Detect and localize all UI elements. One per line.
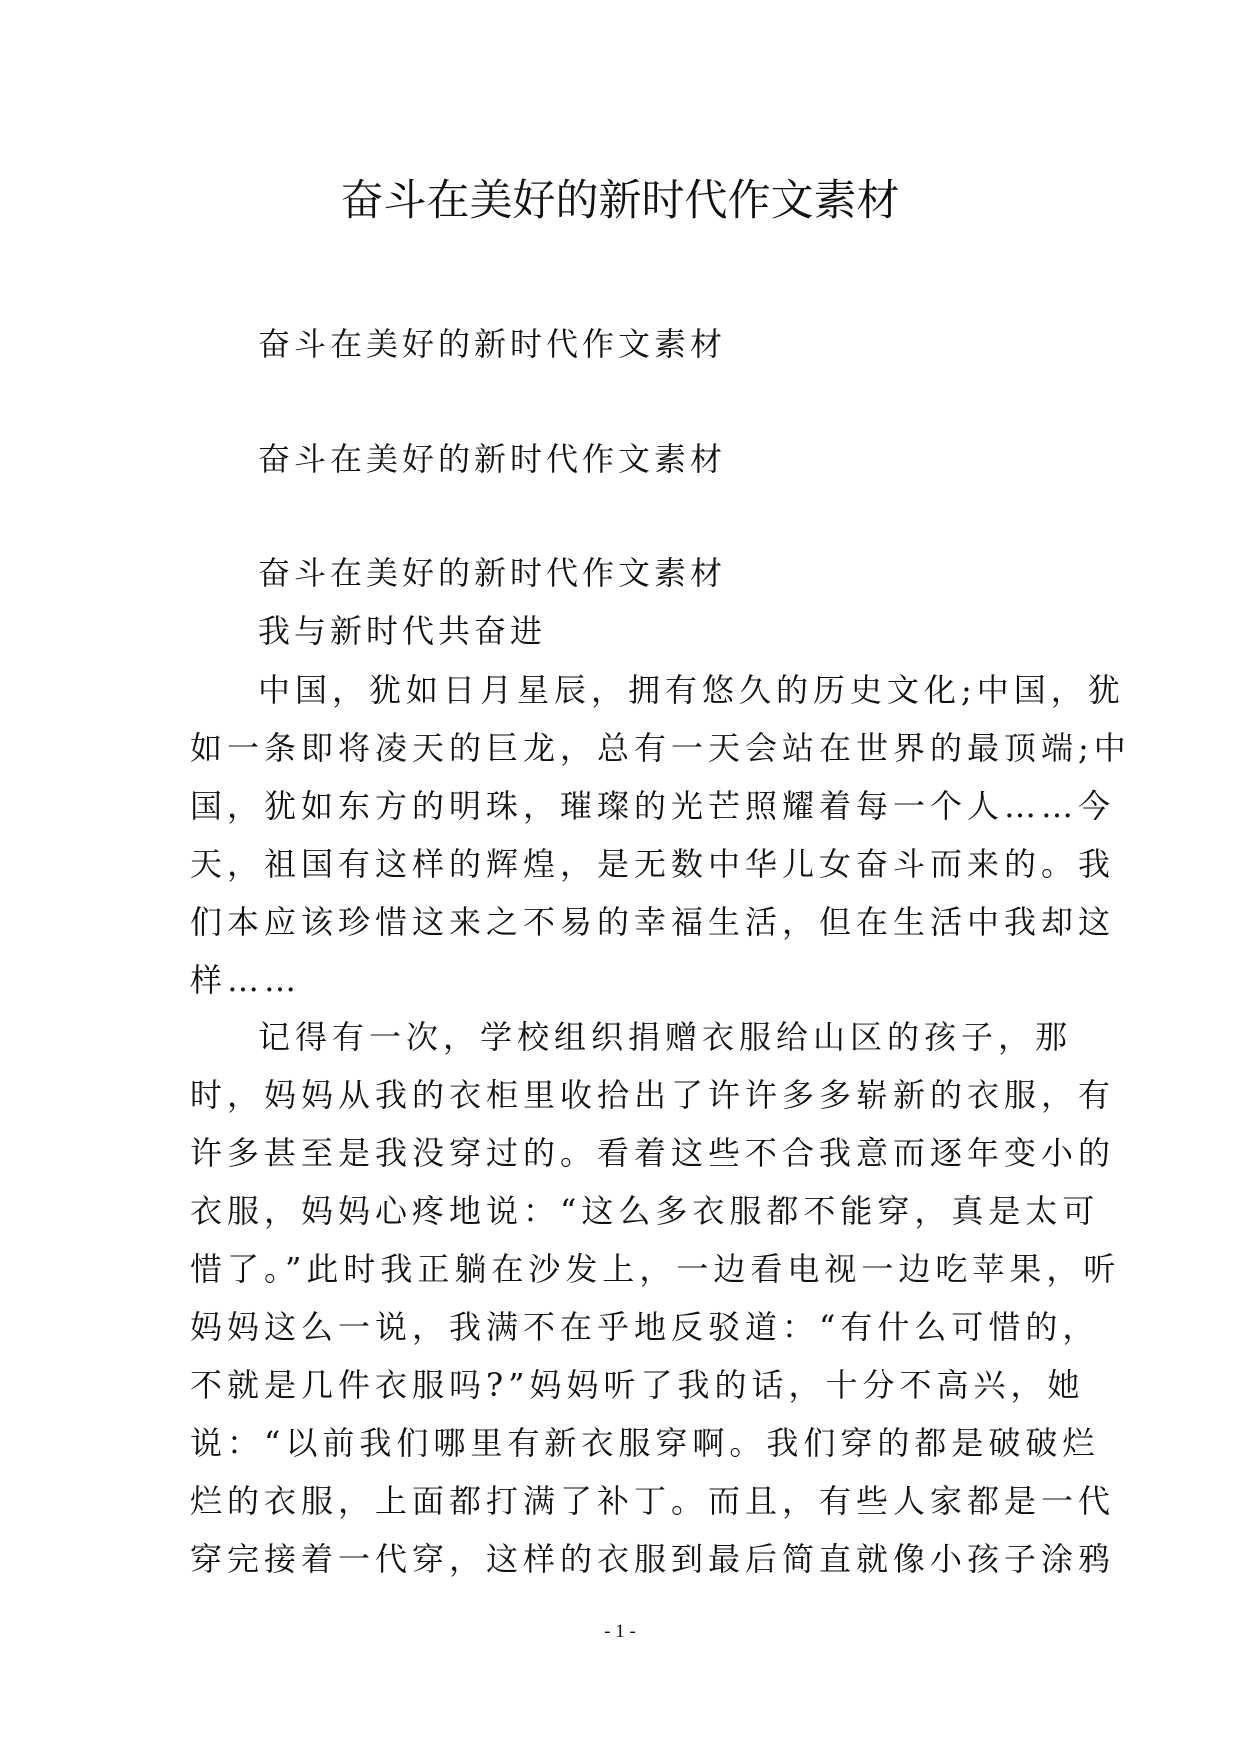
- paragraph-2-line-6: 妈妈这么一说，我满不在乎地反驳道：“有什么可惜的，: [190, 1308, 1100, 1346]
- paragraph-1-line-5: 们本应该珍惜这来之不易的幸福生活，但在生活中我却这: [190, 903, 1116, 941]
- paragraph-1-line-3: 国，犹如东方的明珠，璀璨的光芒照耀着每一个人……今: [190, 787, 1116, 825]
- paragraph-2-line-2: 时，妈妈从我的衣柜里收拾出了许许多多崭新的衣服，有: [190, 1076, 1116, 1114]
- paragraph-2: [190, 1008, 1121, 1588]
- paragraph-1-line-2: 如一条即将凌天的巨龙，总有一天会站在世界的最顶端;中: [190, 729, 1131, 767]
- paragraph-1-line-1: 中国，犹如日月星辰，拥有悠久的历史文化;中国，犹: [258, 671, 1125, 709]
- page-number: - 1 -: [604, 1621, 636, 1642]
- paragraph-2-line-9: 烂的衣服，上面都打满了补丁。而且，有些人家都是一代: [190, 1482, 1116, 1520]
- paragraph-2-line-3: 许多甚至是我没穿过的。看着这些不合我意而逐年变小的: [190, 1134, 1116, 1172]
- essay-title: 我与新时代共奋进: [258, 612, 547, 650]
- repeated-title-1: 奋斗在美好的新时代作文素材: [258, 325, 727, 363]
- paragraph-2-line-7: 不就是几件衣服吗?”妈妈听了我的话，十分不高兴，她: [190, 1366, 1085, 1404]
- paragraph-1: [190, 661, 1131, 1009]
- paragraph-1-line-4: 天，祖国有这样的辉煌，是无数中华儿女奋斗而来的。我: [190, 845, 1116, 883]
- paragraph-2-line-10: 穿完接着一代穿，这样的衣服到最后简直就像小孩子涂鸦: [190, 1540, 1116, 1578]
- document-title: 奋斗在美好的新时代作文素材: [340, 176, 900, 226]
- repeated-title-2: 奋斗在美好的新时代作文素材: [258, 440, 727, 478]
- paragraph-2-line-1: 记得有一次，学校组织捐赠衣服给山区的孩子，那: [258, 1018, 1073, 1056]
- paragraph-2-line-4: 衣服，妈妈心疼地说：“这么多衣服都不能穿，真是太可: [190, 1192, 1100, 1230]
- paragraph-1-line-6: 样……: [190, 961, 302, 999]
- paragraph-2-line-8: 说：“以前我们哪里有新衣服穿啊。我们穿的都是破破烂: [190, 1424, 1100, 1462]
- repeated-title-3: 奋斗在美好的新时代作文素材: [258, 554, 727, 592]
- paragraph-2-line-5: 惜了。”此时我正躺在沙发上，一边看电视一边吃苹果，听: [190, 1250, 1121, 1288]
